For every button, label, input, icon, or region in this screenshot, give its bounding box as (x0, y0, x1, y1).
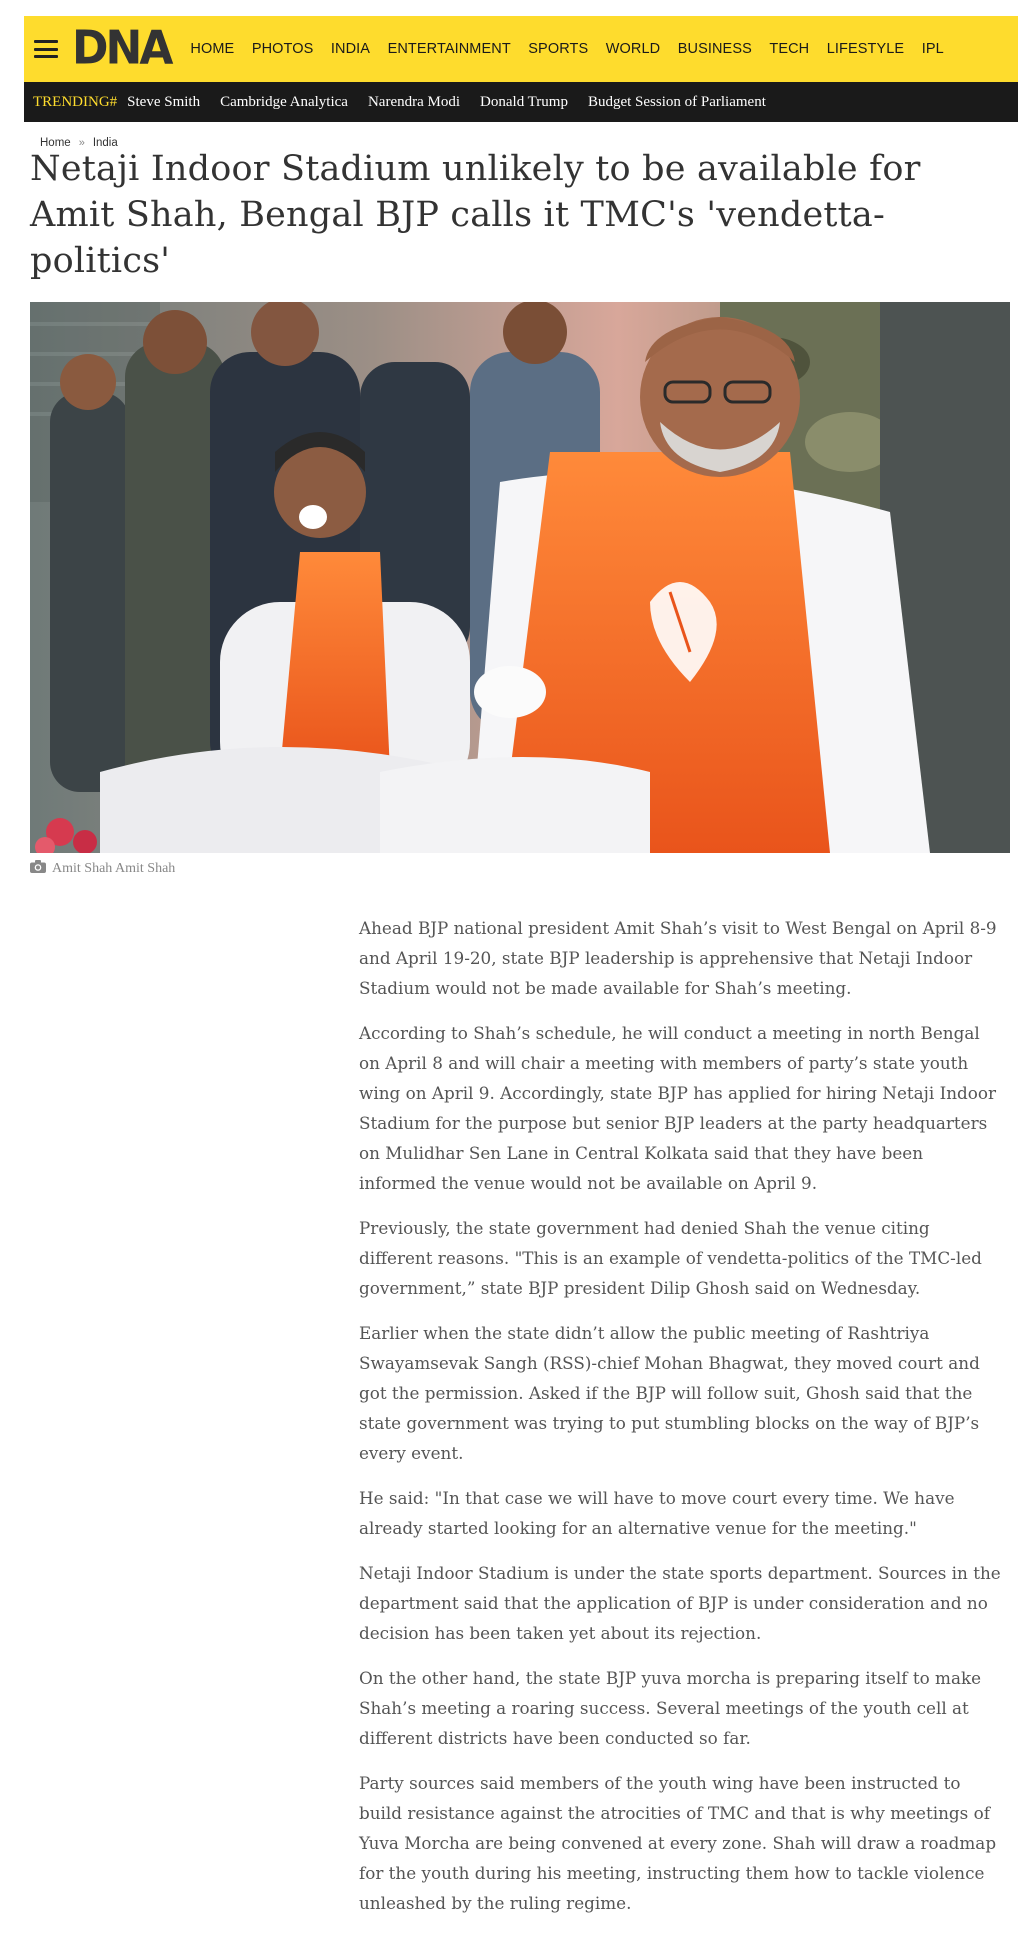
article-paragraph: He said: "In that case we will have to move court every time. We have already started looking for an alternative venue for the meeting." (359, 1488, 955, 1538)
nav-item-home[interactable]: HOME (190, 41, 235, 57)
nav-item-world[interactable]: WORLD (605, 41, 661, 57)
nav-item-lifestyle[interactable]: LIFESTYLE (826, 41, 905, 57)
article-paragraph: Netaji Indoor Stadium is under the state sports department. Sources in the department said that the application of BJP is under consideration and no decision has been taken yet about its rejection. (359, 1563, 1001, 1643)
hamburger-menu-icon[interactable] (34, 40, 58, 58)
image-caption (30, 860, 175, 878)
article-paragraph: Party sources said members of the youth wing have been instructed to build resistance against the atrocities of TMC and that is why meetings of Yuva Morcha are being convened at every zone. Shah will draw a roadmap for the youth during his meeting, instructing them how to tackle violence unleashed by the ruling regime. (359, 1773, 997, 1913)
trending-bar (24, 82, 1018, 122)
article-paragraph: Previously, the state government had denied Shah the venue citing different reasons. "This is an example of vendetta-politics of the TMC-led government,” state BJP president Dilip Ghosh said on Wednesday. (359, 1218, 982, 1298)
nav-item-tech[interactable]: TECH (769, 41, 810, 57)
breadcrumb-home[interactable]: Home (40, 137, 71, 149)
camera-icon (30, 860, 46, 878)
trending-label: TRENDING# (33, 93, 118, 110)
article-body (359, 913, 1004, 1933)
image-caption-text: Amit Shah Amit Shah (52, 861, 176, 876)
article-paragraph: On the other hand, the state BJP yuva morcha is preparing itself to make Shah’s meeting a roaring success. Several meetings of the youth cell at different districts have been conducted so far. (359, 1668, 982, 1748)
nav-item-entertainment[interactable]: ENTERTAINMENT (387, 41, 511, 57)
article-paragraph: According to Shah’s schedule, he will conduct a meeting in north Bengal on April 8 and will chair a meeting with members of party’s state youth wing on April 9. Accordingly, state BJP has applied for hiring Netaji Indoor Stadium for the purpose but senior BJP leaders at the party headquarters on Mulidhar Sen Lane in Central Kolkata said that they have been informed the venue would not be available on April 9. (359, 1023, 996, 1193)
article-title: Netaji Indoor Stadium unlikely to be available for Amit Shah, Bengal BJP calls it TMC's 'vendetta-politics' (30, 149, 921, 281)
nav-item-ipl[interactable]: IPL (921, 41, 944, 57)
article-paragraph: Earlier when the state didn’t allow the public meeting of Rashtriya Swayamsevak Sangh (RSS)-chief Mohan Bhagwat, they moved court and got the permission. Asked if the BJP will follow suit, Ghosh said that the state government was trying to put stumbling blocks on the way of BJP’s every event. (359, 1323, 980, 1463)
trending-item-cambridge-analytica[interactable]: Cambridge Analytica (220, 93, 348, 110)
trending-item-narendra-modi[interactable]: Narendra Modi (367, 93, 461, 110)
trending-list (127, 94, 786, 111)
site-logo[interactable]: DNA (72, 21, 171, 76)
trending-item-donald-trump[interactable]: Donald Trump (480, 93, 568, 110)
main-nav (190, 41, 961, 57)
trending-item-budget-session[interactable]: Budget Session of Parliament (587, 93, 766, 110)
article-hero-image (30, 302, 1010, 853)
breadcrumb-section[interactable]: India (92, 137, 118, 149)
trending-item-steve-smith[interactable]: Steve Smith (127, 93, 201, 110)
article-paragraph: Ahead BJP national president Amit Shah’s visit to West Bengal on April 8-9 and April 19-20, state BJP leadership is apprehensive that Netaji Indoor Stadium would not be made available for Shah’s meeting. (359, 918, 997, 998)
nav-item-photos[interactable]: PHOTOS (251, 41, 314, 57)
breadcrumb-separator: » (78, 137, 85, 149)
nav-item-sports[interactable]: SPORTS (528, 41, 589, 57)
nav-item-business[interactable]: BUSINESS (677, 41, 752, 57)
top-header (24, 16, 1018, 82)
nav-item-india[interactable]: INDIA (330, 41, 371, 57)
